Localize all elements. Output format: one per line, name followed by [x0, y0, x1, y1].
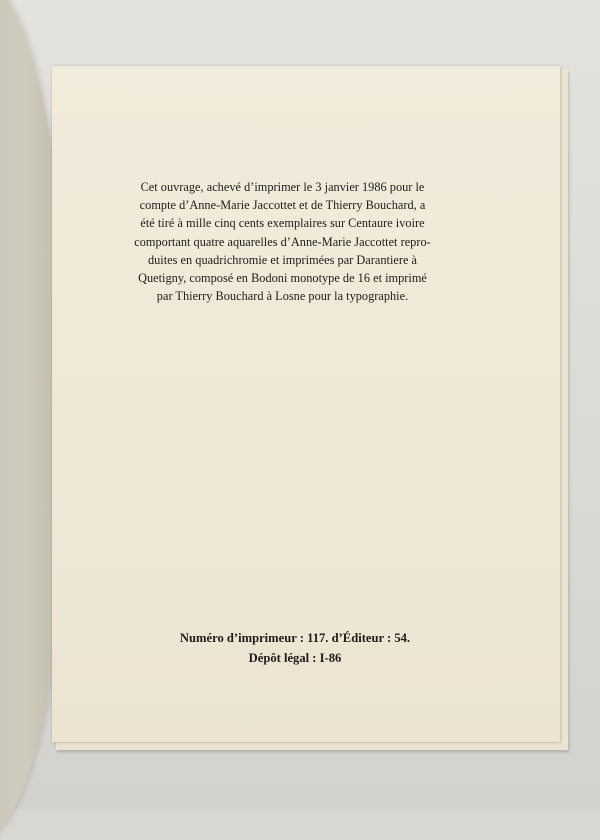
colophon-line: comportant quatre aquarelles d’Anne-Marie Jaccottet repro-: [134, 234, 431, 249]
colophon-line: compte d’Anne-Marie Jaccottet et de Thierry Bouchard, a: [139, 198, 426, 213]
legal-deposit-line: Dépôt légal : I-86: [248, 651, 342, 665]
colophon-line: été tiré à mille cinq cents exemplaires sur Centaure ivoire: [140, 216, 425, 231]
colophon-line: Quetigny, composé en Bodoni monotype de 16 et imprimé: [138, 271, 427, 286]
printer-number-line: Numéro d’imprimeur : 117. d’Éditeur : 54.: [179, 631, 411, 645]
colophon-line: Cet ouvrage, achevé d’imprimer le 3 janvier 1986 pour le: [140, 180, 425, 194]
printer-info-block: [140, 628, 450, 668]
colophon-line: duites en quadrichromie et imprimées par Darantiere à: [147, 252, 418, 267]
colophon-line: par Thierry Bouchard à Losne pour la typographie.: [156, 289, 409, 304]
colophon-paragraph: [115, 178, 450, 305]
